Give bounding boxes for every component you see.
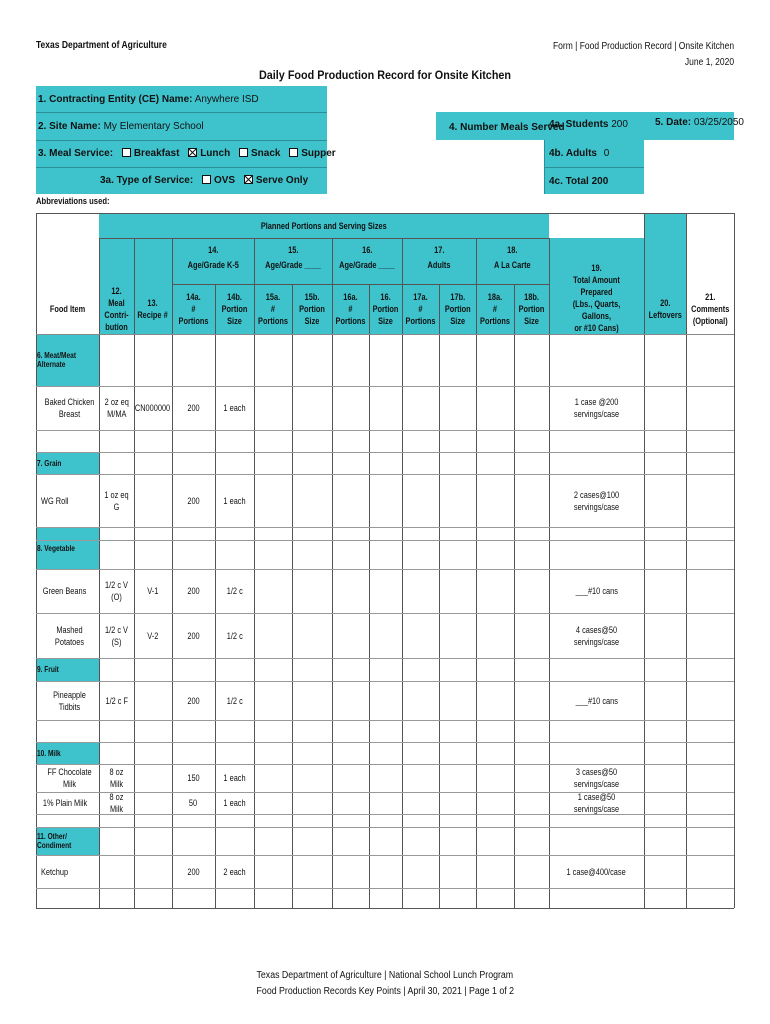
portion-size-cell[interactable]: 1 each (223, 773, 246, 783)
food-item-header: Food Item (49, 304, 86, 314)
adults-field (549, 148, 609, 159)
portion-size-cell[interactable]: 1 each (223, 495, 246, 506)
site-value[interactable]: My Elementary School (103, 121, 204, 132)
grid-line (36, 430, 734, 431)
meal-contribution-cell[interactable]: 8 oz Milk (109, 767, 124, 789)
supper-label: Supper (301, 148, 336, 159)
sub-header-c15b: 15b. Portion Size (299, 292, 325, 326)
food-item-cell[interactable]: Baked Chicken Breast (44, 397, 95, 419)
sub-header-c14b: 14b. Portion Size (221, 292, 248, 326)
recipe-cell[interactable] (134, 855, 172, 888)
students-field (549, 119, 628, 130)
group-header-name: Adults (427, 260, 451, 270)
section-vegetable: 8. Vegetable (36, 527, 99, 569)
students-label: 4a. Students (549, 119, 609, 130)
total-prepared-cell[interactable]: 2 cases@100 servings/case (573, 489, 620, 512)
total-prepared-cell[interactable]: 4 cases@50 servings/case (573, 624, 620, 647)
grid-line (36, 658, 734, 659)
portion-size-cell[interactable]: 2 each (223, 866, 246, 877)
portions-cell[interactable]: 50 (189, 798, 198, 808)
grid-line (402, 238, 403, 908)
lunch-checkbox[interactable] (188, 148, 197, 157)
lunch-label: Lunch (200, 148, 231, 159)
portion-size-cell[interactable]: 1 each (223, 798, 246, 808)
snack-label: Snack (250, 148, 281, 159)
total-prepared-cell[interactable]: 1 case@400/case (566, 866, 627, 877)
recipe-cell[interactable]: V-1 (147, 586, 159, 596)
date-field (655, 117, 744, 128)
total-field (549, 176, 608, 187)
total-label: 4c. Total (549, 176, 589, 187)
serve-only-label: Serve Only (255, 175, 309, 186)
meal-contribution-cell[interactable]: 1 oz eq G (104, 489, 129, 512)
food-item-cell[interactable]: Mashed Potatoes (54, 624, 85, 647)
portions-cell[interactable]: 200 (187, 630, 200, 641)
date-label: 5. Date: (655, 117, 692, 128)
sub-header-c17a: 17a. # Portions (405, 292, 436, 326)
supper-checkbox[interactable] (289, 148, 298, 157)
portions-cell[interactable]: 200 (187, 866, 200, 877)
recipe-header: 13. Recipe # (137, 298, 169, 320)
site-field (38, 121, 204, 132)
agency-name: Texas Department of Agriculture (36, 40, 167, 51)
food-item-cell[interactable]: WG Roll (41, 495, 69, 506)
meal-contribution-cell[interactable]: 8 oz Milk (109, 792, 124, 814)
serve-only-checkbox[interactable] (244, 175, 253, 184)
footer-line-1: Texas Department of Agriculture | National School Lunch Program (256, 970, 514, 981)
portion-size-cell[interactable]: 1/2 c (226, 695, 243, 706)
total-prepared-cell[interactable]: ___#10 cans (575, 586, 618, 596)
meal-contribution-cell[interactable] (99, 855, 134, 888)
section-grain: 7. Grain (36, 452, 99, 474)
adults-label: 4b. Adults (549, 148, 597, 159)
ovs-label: OVS (213, 175, 236, 186)
recipe-cell[interactable]: CN000000 (135, 403, 171, 413)
grid-line (36, 888, 734, 889)
portions-cell[interactable]: 200 (187, 495, 200, 506)
food-item-cell[interactable]: 1% Plain Milk (42, 798, 88, 808)
leftovers-header: 20. Leftovers (648, 298, 682, 320)
recipe-cell[interactable] (134, 681, 172, 720)
grid-line (254, 238, 255, 908)
form-info (553, 39, 734, 71)
group-header-name: Age/Grade ____ (265, 260, 321, 270)
meal-service-label: 3. Meal Service: (38, 148, 114, 159)
recipe-cell[interactable] (134, 792, 172, 814)
total-prepared-cell[interactable]: 1 case @200 servings/case (573, 397, 620, 419)
food-item-cell[interactable]: Pineapple Tidbits (53, 689, 86, 712)
ce-field (38, 94, 259, 105)
sub-header-c18b: 18b. Portion Size (518, 292, 545, 326)
grid-line (36, 908, 734, 909)
meal-contribution-cell[interactable]: 1/2 c F (105, 695, 128, 706)
sub-header-c17b: 17b. Portion Size (444, 292, 471, 326)
service-type-field (100, 175, 308, 186)
grid-line (332, 238, 333, 908)
food-item-cell[interactable]: Ketchup (40, 866, 69, 877)
meal-service-field (38, 148, 336, 159)
date-value[interactable]: 03/25/2050 (693, 117, 744, 128)
portions-cell[interactable]: 200 (187, 586, 200, 596)
group-header-name: A La Carte (494, 260, 531, 270)
recipe-cell[interactable] (134, 474, 172, 527)
adults-value[interactable]: 0 (603, 148, 610, 159)
ovs-checkbox[interactable] (202, 175, 211, 184)
sub-header-c16b: 16. Portion Size (372, 292, 399, 326)
portion-size-cell[interactable]: 1/2 c (226, 630, 243, 641)
meal-contribution-cell[interactable]: 1/2 c V (O) (105, 580, 128, 602)
portion-size-cell[interactable]: 1/2 c (226, 586, 243, 596)
grid-line (36, 827, 734, 828)
recipe-cell[interactable] (134, 764, 172, 792)
grid-line (476, 238, 477, 908)
recipe-cell[interactable]: V-2 (147, 630, 159, 641)
ce-label: 1. Contracting Entity (CE) Name: (38, 94, 193, 105)
form-line: Form | Food Production Record | Onsite Kitchen (552, 41, 734, 52)
portions-cell[interactable]: 200 (187, 403, 200, 413)
section-meat: 6. Meat/Meat Alternate (36, 334, 99, 386)
total-prepared-cell[interactable]: 1 case@50 servings/case (573, 792, 620, 814)
sub-header-c18a: 18a. # Portions (480, 292, 510, 326)
meals-served-label: 4. Number Meals Served (449, 122, 565, 133)
group-header-num: 18. (507, 245, 518, 255)
group-header-num: 15. (287, 245, 299, 255)
portions-cell[interactable]: 200 (187, 695, 200, 706)
group-header-name: Age/Grade ____ (339, 260, 395, 270)
grid-line (99, 238, 549, 239)
service-type-label: 3a. Type of Service: (100, 175, 194, 186)
meal-contribution-cell[interactable]: 2 oz eq M/MA (104, 397, 129, 419)
breakfast-label: Breakfast (133, 148, 180, 159)
footer (0, 968, 770, 1000)
total-prepared-cell[interactable]: 3 cases@50 servings/case (573, 767, 620, 789)
grid-line (36, 742, 734, 743)
grid-line (36, 334, 734, 335)
section-condiment: 11. Other/ Condiment (36, 827, 99, 855)
site-label: 2. Site Name: (38, 121, 101, 132)
food-item-cell[interactable]: Green Beans (42, 586, 87, 596)
sub-header-c16a: 16a. # Portions (335, 292, 366, 326)
planned-header: Planned Portions and Serving Sizes (261, 220, 387, 231)
abbreviations-label: Abbreviations used: (36, 196, 110, 206)
page-title: Daily Food Production Record for Onsite Kitchen (258, 68, 512, 82)
section-fruit: 9. Fruit (36, 658, 99, 681)
group-header-name: Age/Grade K-5 (187, 260, 239, 270)
grid-line (36, 452, 734, 453)
ce-value[interactable]: Anywhere ISD (194, 94, 259, 105)
grid-line (36, 540, 734, 541)
sub-header-c15a: 15a. # Portions (258, 292, 288, 326)
meal-contribution-header: 12. Meal Contri- bution (104, 286, 129, 332)
comments-header: 21. Comments (Optional) (690, 292, 730, 326)
grid-line (36, 720, 734, 721)
students-value[interactable]: 200 (611, 119, 628, 130)
breakfast-checkbox[interactable] (122, 148, 131, 157)
footer-line-2: Food Production Records Key Points | April 30, 2021 | Page 1 of 2 (256, 986, 514, 997)
sub-header-c14a: 14a. # Portions (178, 292, 209, 326)
grid-line (36, 527, 734, 528)
group-header-num: 16. (361, 245, 373, 255)
total-prepared-cell[interactable]: ___#10 cans (575, 695, 618, 706)
total-prepared-header: 19. Total Amount Prepared (Lbs., Quarts, Gallons, or #10 Cans) (572, 263, 621, 333)
food-item-cell[interactable]: FF Chocolate Milk (47, 767, 92, 789)
portions-cell[interactable]: 150 (187, 773, 200, 783)
group-header-num: 14. (207, 245, 219, 255)
form-date: June 1, 2020 (684, 57, 734, 68)
section-milk: 10. Milk (36, 742, 99, 764)
total-value[interactable]: 200 (591, 176, 609, 187)
grid-line (734, 213, 735, 908)
snack-checkbox[interactable] (239, 148, 248, 157)
portion-size-cell[interactable]: 1 each (223, 403, 246, 413)
meal-contribution-cell[interactable]: 1/2 c V (S) (105, 624, 128, 647)
group-header-num: 17. (433, 245, 445, 255)
